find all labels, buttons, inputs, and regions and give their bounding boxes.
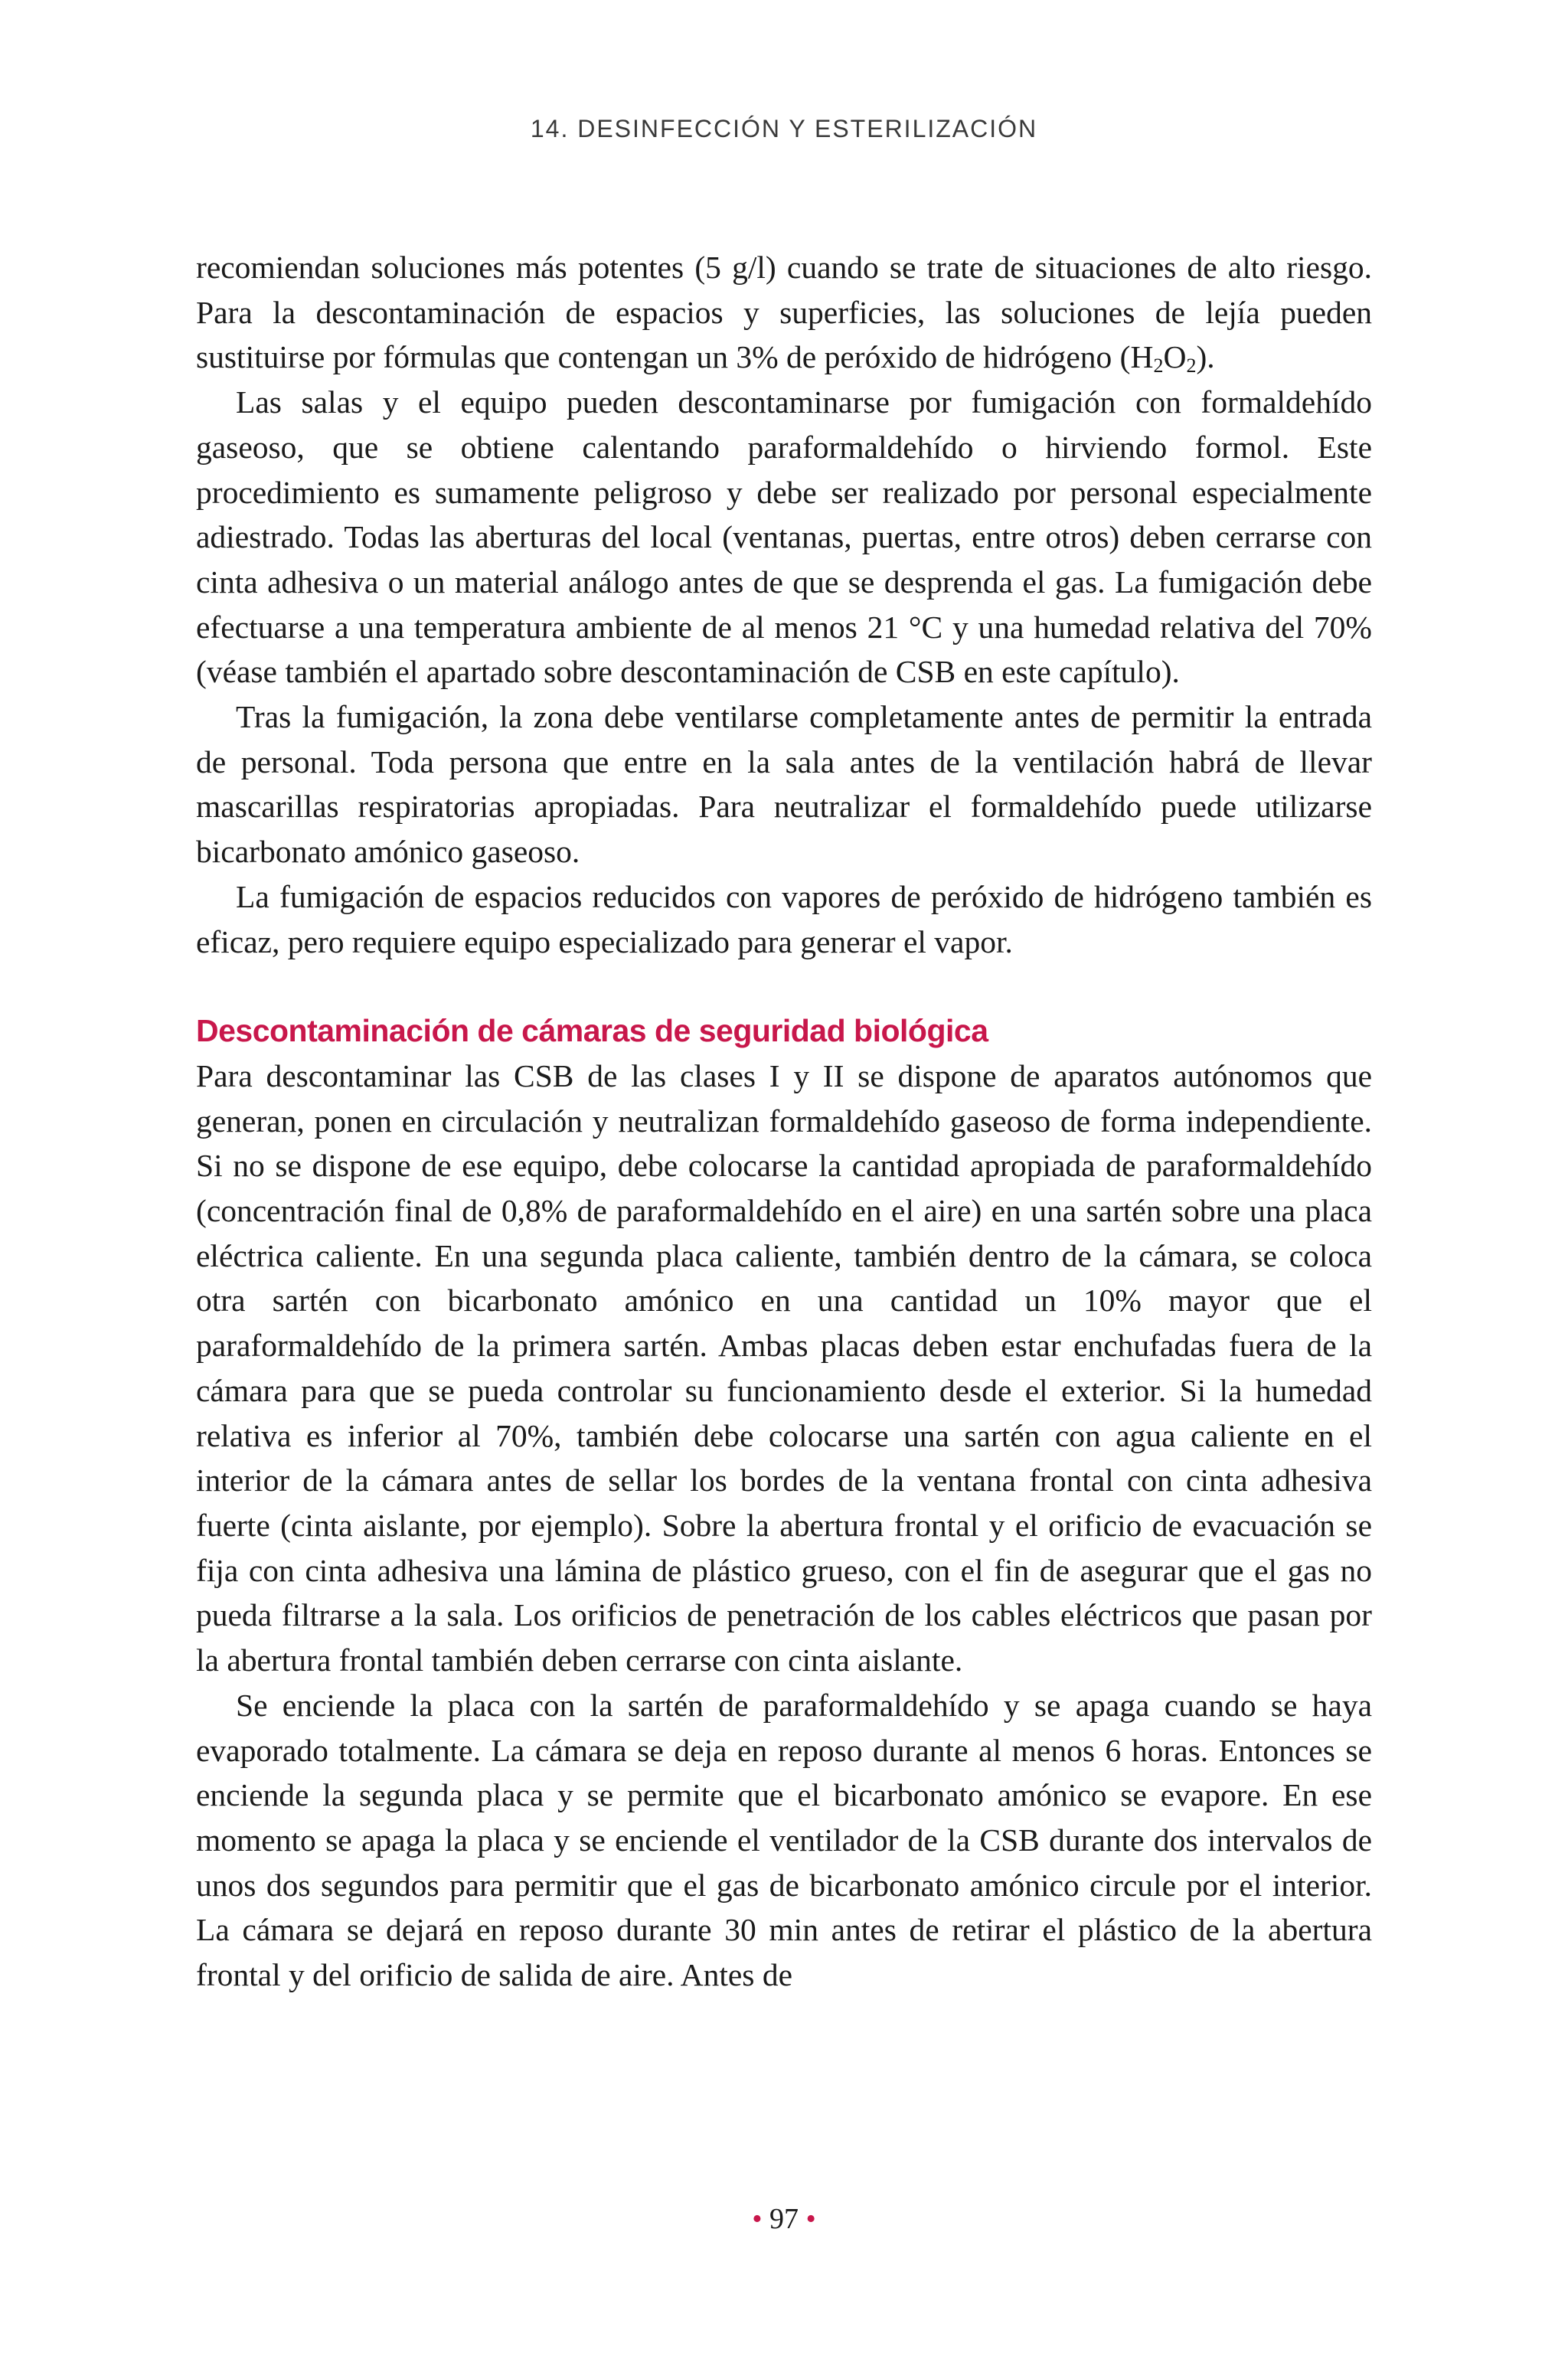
- subscript-2: 2: [1186, 355, 1197, 377]
- page-number-bullet-right: •: [805, 2203, 816, 2235]
- section-heading: Descontaminación de cámaras de seguridad biológica: [196, 1013, 988, 1049]
- paragraph-1-text: recomiendan soluciones más potentes (5 g/l) cuando se trate de situaciones de alto riesgo. Para la descontaminación de espacios y superficies, las soluciones de lejía pueden sustituirse por fórmulas que contengan un 3% de peróxido de hidrógeno (H: [196, 250, 1372, 375]
- paragraph-5: Para descontaminar las CSB de las clases I y II se dispone de aparatos autónomos que generan, ponen en circulación y neutralizan formaldehído gaseoso de forma independiente. Si no se dispone de ese equipo, debe colocarse la cantidad apropiada de paraformaldehído (concentración final de 0,8% de paraformaldehído en el aire) en una sartén sobre una placa eléctrica caliente. En una segunda placa caliente, también dentro de la cámara, se coloca otra sartén con bicarbonato amónico en una cantidad un 10% mayor que el paraformaldehído de la primera sartén. Ambas placas deben estar enchufadas fuera de la cámara para que se pueda controlar su funcionamiento desde el exterior. Si la humedad relativa es inferior al 70%, también debe colocarse una sartén con agua caliente en el interior de la cámara antes de sellar los bordes de la ventana frontal con cinta adhesiva fuerte (cinta aislante, por ejemplo). Sobre la abertura frontal y el orificio de evacuación se fija con cinta adhesiva una lámina de plástico grueso, con el fin de asegurar que el gas no pueda filtrarse a la sala. Los orificios de penetración de los cables eléctricos que pasan por la abertura frontal también deben cerrarse con cinta aislante.: [196, 1057, 1372, 1678]
- page-number-value: 97: [769, 2203, 799, 2235]
- paragraph-1: [196, 245, 1372, 380]
- paragraph-1-end: ).: [1196, 339, 1215, 375]
- page-number-bullet-left: •: [752, 2203, 763, 2235]
- subscript-2: 2: [1153, 355, 1164, 377]
- paragraph-2: Las salas y el equipo pueden descontaminarse por fumigación con formaldehído gaseoso, que se obtiene calentando paraformaldehído o hirviendo formol. Este procedimiento es sumamente peligroso y debe ser realizado por personal especialmente adiestrado. Todas las aberturas del local (ventanas, puertas, entre otros) deben cerrarse con cinta adhesiva o un material análogo antes de que se desprenda el gas. La fumigación debe efectuarse a una temperatura ambiente de al menos 21 °C y una humedad relativa del 70% (véase también el apartado sobre descontaminación de CSB en este capítulo).: [196, 384, 1372, 690]
- paragraph-6: Se enciende la placa con la sartén de paraformaldehído y se apaga cuando se haya evaporado totalmente. La cámara se deja en reposo durante al menos 6 horas. Entonces se enciende la segunda placa y se permite que el bicarbonato amónico se evapore. En ese momento se apaga la placa y se enciende el ventilador de la CSB durante dos intervalos de unos dos segundos para permitir que el gas de bicarbonato amónico circule por el interior. La cámara se dejará en reposo durante 30 min antes de retirar el plástico de la abertura frontal y del orificio de salida de aire. Antes de: [196, 1687, 1372, 1993]
- running-header: 14. DESINFECCIÓN Y ESTERILIZACIÓN: [530, 115, 1038, 142]
- page-number: [0, 2202, 1568, 2236]
- paragraph-1-oxygen: O: [1163, 339, 1187, 375]
- paragraph-4: La fumigación de espacios reducidos con vapores de peróxido de hidrógeno también es eficaz, pero requiere equipo especializado para generar el vapor.: [196, 878, 1372, 959]
- paragraph-3: Tras la fumigación, la zona debe ventilarse completamente antes de permitir la entrada de personal. Toda persona que entre en la sala antes de la ventilación habrá de llevar mascarillas respiratorias apropiadas. Para neutralizar el formaldehído puede utilizarse bicarbonato amónico gaseoso.: [196, 699, 1372, 870]
- body-text: [196, 245, 1372, 1998]
